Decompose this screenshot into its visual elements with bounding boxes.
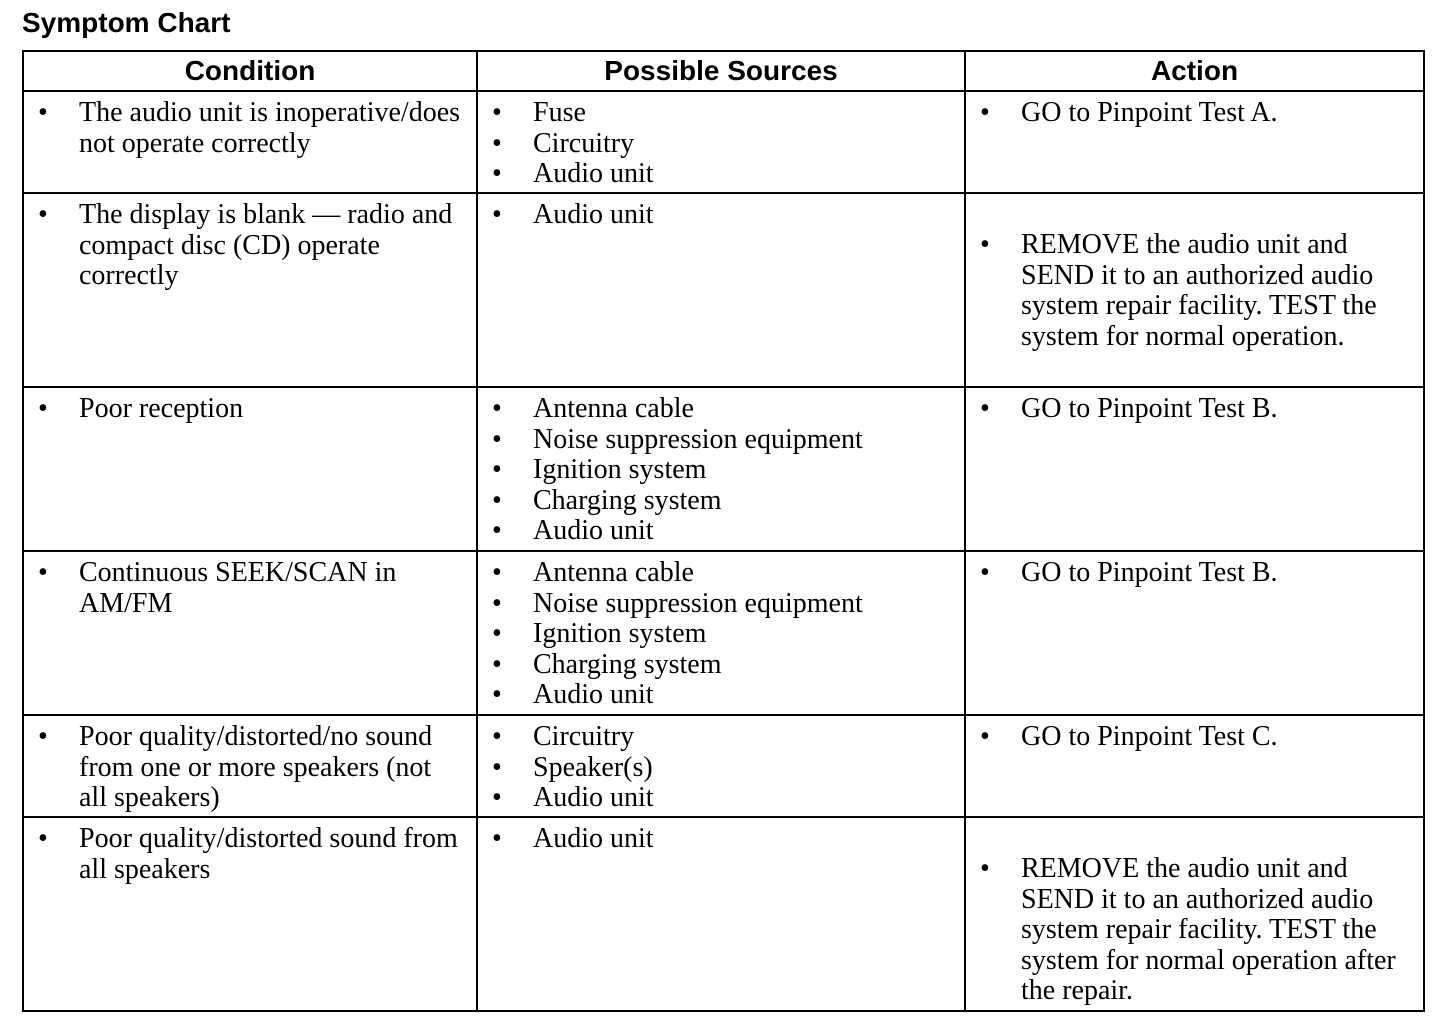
list-item: • Ignition system [478, 455, 950, 486]
action-list [966, 92, 1423, 129]
action-list [966, 552, 1423, 589]
sources-list [478, 388, 964, 547]
list-item: • Audio unit [478, 680, 950, 711]
sources-cell [477, 91, 965, 193]
column-header-condition: Condition [23, 51, 477, 91]
action-cell [965, 817, 1424, 1011]
list-item: • Circuitry [478, 129, 950, 160]
table-row [23, 91, 1424, 193]
sources-cell [477, 715, 965, 817]
list-item: • Audio unit [478, 516, 950, 547]
condition-cell [23, 387, 477, 551]
condition-list [24, 194, 476, 292]
list-item: • Circuitry [478, 722, 950, 753]
action-cell [965, 551, 1424, 715]
action-list [966, 716, 1423, 753]
condition-list [24, 818, 476, 885]
condition-cell [23, 817, 477, 1011]
condition-cell [23, 91, 477, 193]
list-item: • Charging system [478, 650, 950, 681]
list-item: • Audio unit [478, 159, 950, 190]
list-item: • Antenna cable [478, 558, 950, 589]
column-header-action: Action [965, 51, 1424, 91]
condition-list [24, 388, 476, 425]
column-header-possible-sources: Possible Sources [477, 51, 965, 91]
list-item: • Antenna cable [478, 394, 950, 425]
table-row [23, 551, 1424, 715]
list-item: • REMOVE the audio unit and SEND it to an authorized audio system repair facility. TEST the system for normal operation. [966, 230, 1409, 352]
sources-list [478, 716, 964, 814]
sources-list [478, 552, 964, 711]
list-item: • Fuse [478, 98, 950, 129]
sources-cell [477, 193, 965, 387]
list-item: • REMOVE the audio unit and SEND it to an authorized audio system repair facility. TEST the system for normal operation after the repair. [966, 854, 1409, 1007]
list-item: • Ignition system [478, 619, 950, 650]
table-row [23, 817, 1424, 1011]
action-list [966, 194, 1423, 352]
condition-cell [23, 193, 477, 387]
list-item: • Poor quality/distorted sound from all speakers [24, 824, 462, 885]
sources-list [478, 194, 964, 231]
list-item: • GO to Pinpoint Test A. [966, 98, 1409, 129]
action-cell [965, 91, 1424, 193]
list-item: • Poor reception [24, 394, 462, 425]
list-item: • The audio unit is inoperative/does not operate correctly [24, 98, 462, 159]
action-list [966, 818, 1423, 1007]
condition-list [24, 92, 476, 159]
list-item: • Continuous SEEK/SCAN in AM/FM [24, 558, 462, 619]
condition-list [24, 552, 476, 619]
sources-cell [477, 387, 965, 551]
condition-cell [23, 551, 477, 715]
list-item: • Noise suppression equipment [478, 425, 950, 456]
list-item: • Audio unit [478, 783, 950, 814]
list-item: • GO to Pinpoint Test C. [966, 722, 1409, 753]
list-item: • Noise suppression equipment [478, 589, 950, 620]
table-row [23, 715, 1424, 817]
list-item: • Audio unit [478, 200, 950, 231]
symptom-chart-table [22, 50, 1425, 1012]
condition-list [24, 716, 476, 814]
list-item: • GO to Pinpoint Test B. [966, 558, 1409, 589]
list-item: • GO to Pinpoint Test B. [966, 394, 1409, 425]
action-list [966, 388, 1423, 425]
list-item: • Poor quality/distorted/no sound from one or more speakers (not all speakers) [24, 722, 462, 814]
action-cell [965, 715, 1424, 817]
action-cell [965, 193, 1424, 387]
sources-list [478, 92, 964, 190]
document-title: Symptom Chart [22, 7, 231, 38]
sources-cell [477, 551, 965, 715]
table-header-row [23, 51, 1424, 91]
list-item: • The display is blank — radio and compact disc (CD) operate correctly [24, 200, 462, 292]
list-item: • Charging system [478, 486, 950, 517]
sources-cell [477, 817, 965, 1011]
condition-cell [23, 715, 477, 817]
list-item: • Speaker(s) [478, 753, 950, 784]
table-row [23, 387, 1424, 551]
table-row [23, 193, 1424, 387]
list-item: • Audio unit [478, 824, 950, 855]
action-cell [965, 387, 1424, 551]
sources-list [478, 818, 964, 855]
